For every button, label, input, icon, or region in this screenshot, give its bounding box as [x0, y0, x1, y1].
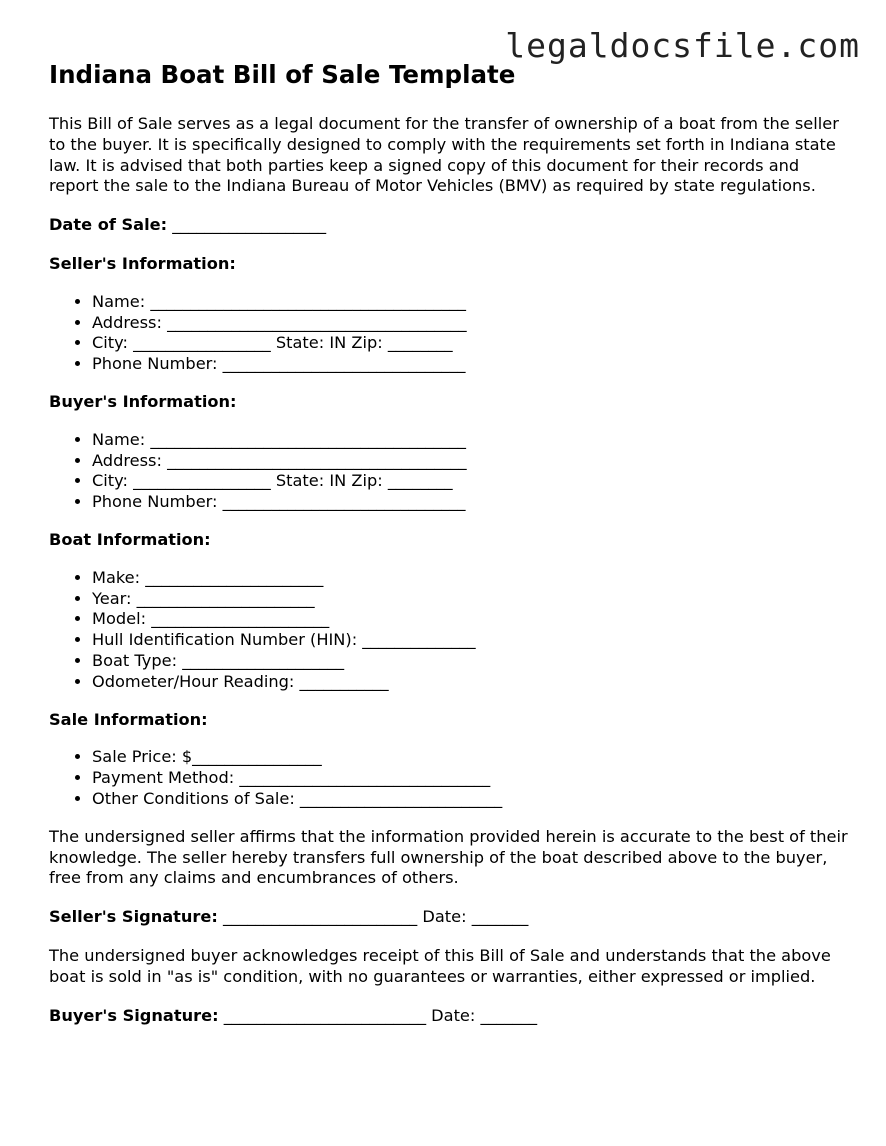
seller-phone-field: • Phone Number: ______________________________	[92, 354, 849, 375]
boat-hin-field: • Hull Identification Number (HIN): ______________	[92, 630, 849, 651]
buyer-signature-label: Buyer's Signature:	[49, 1005, 219, 1025]
boat-info-list	[49, 568, 849, 693]
buyer-address-field: • Address: _____________________________________	[92, 451, 849, 472]
date-of-sale-label: Date of Sale:	[49, 215, 168, 235]
seller-affirmation-paragraph: The undersigned seller affirms that the information provided herein is accurate to the best of their knowledge. The seller hereby transfers full ownership of the boat described above to the buyer, free from any claims and encumbrances of others.	[49, 826, 848, 888]
buyer-phone-field: • Phone Number: ______________________________	[92, 492, 849, 513]
buyer-info-list	[49, 430, 849, 513]
boat-odometer-field: • Odometer/Hour Reading: ___________	[92, 672, 849, 693]
document-title: Indiana Boat Bill of Sale Template	[49, 60, 516, 89]
sale-price-field: • Sale Price: $________________	[92, 747, 849, 768]
buyer-info-heading: Buyer's Information:	[49, 391, 237, 411]
boat-year-field: • Year: ______________________	[92, 589, 849, 610]
buyer-signature-blank: _________________________ Date: _______	[218, 1005, 538, 1025]
seller-info-heading: Seller's Information:	[49, 253, 236, 273]
seller-signature-blank: ________________________ Date: _______	[217, 907, 529, 927]
buyer-city-state-zip-field: • City: _________________ State: IN Zip: ________	[92, 471, 849, 492]
seller-address-field: • Address: _____________________________________	[92, 313, 849, 334]
buyer-signature-field	[49, 1006, 849, 1027]
buyer-acknowledgment-paragraph: The undersigned buyer acknowledges receipt of this Bill of Sale and understands that the above boat is sold in "as is" condition, with no guarantees or warranties, either expressed or implied.	[49, 945, 831, 986]
sale-info-list	[49, 747, 849, 809]
intro-paragraph: This Bill of Sale serves as a legal document for the transfer of ownership of a boat from the seller to the buyer. It is specifically designed to comply with the requirements set forth in Indiana state law. It is advised that both parties keep a signed copy of this document for their records and report the sale to the Indiana Bureau of Motor Vehicles (BMV) as required by state regulations.	[49, 114, 839, 196]
sale-info-heading: Sale Information:	[49, 709, 208, 729]
seller-name-field: • Name: _______________________________________	[92, 292, 849, 313]
buyer-name-field: • Name: _______________________________________	[92, 430, 849, 451]
watermark: legaldocsfile.com	[505, 26, 860, 65]
boat-info-heading: Boat Information:	[49, 529, 211, 549]
boat-model-field: • Model: ______________________	[92, 609, 849, 630]
document-body	[49, 58, 849, 1044]
seller-info-list	[49, 292, 849, 375]
boat-type-field: • Boat Type: ____________________	[92, 651, 849, 672]
seller-city-state-zip-field: • City: _________________ State: IN Zip: ________	[92, 333, 849, 354]
seller-signature-label: Seller's Signature:	[49, 907, 218, 927]
date-of-sale-blank: ___________________	[167, 215, 327, 235]
seller-signature-field	[49, 907, 849, 928]
boat-make-field: • Make: ______________________	[92, 568, 849, 589]
payment-method-field: • Payment Method: _______________________________	[92, 768, 849, 789]
date-of-sale-field	[49, 215, 849, 236]
other-conditions-field: • Other Conditions of Sale: _________________________	[92, 789, 849, 810]
